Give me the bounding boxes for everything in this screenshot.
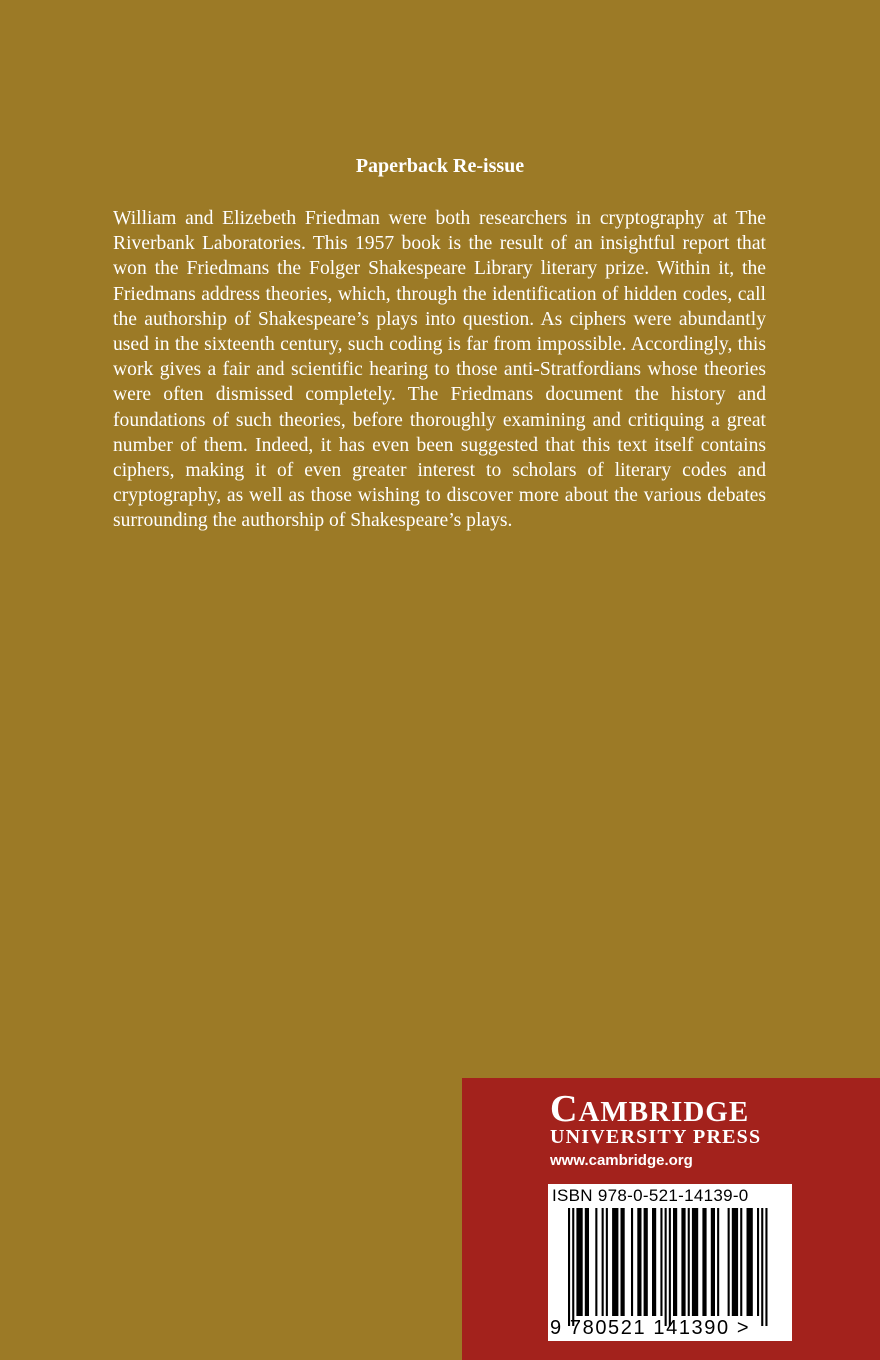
barcode-bar	[652, 1208, 656, 1316]
book-description: William and Elizebeth Friedman were both researchers in cryptography at The Riverbank Laboratories. This 1957 book is the result of an insightful report that won the Friedmans the Folger Shakespeare Library literary prize. Within it, the Friedmans address theories, which, through the identification of hidden codes, call the authorship of Shakespeare’s plays into question. As ciphers were abundantly used in the sixteenth century, such coding is far from impossible. Accordingly, this work gives a fair and scientific hearing to those anti-Stratfordians whose theories were often dismissed completely. The Friedmans document the history and foundations of such theories, before thoroughly examining and critiquing a great number of them. Indeed, it has even been suggested that this text itself contains ciphers, making it of even greater interest to scholars of literary codes and cryptography, as well as those wishing to discover more about the various debates surrounding the authorship of Shakespeare’s plays.	[113, 208, 766, 532]
barcode-bar	[660, 1208, 662, 1316]
barcode-bar	[572, 1208, 574, 1326]
barcode-bar	[669, 1208, 671, 1326]
publisher-panel	[462, 1078, 880, 1360]
barcode-bar	[637, 1208, 641, 1316]
barcode-bar	[740, 1208, 742, 1316]
barcode-bar	[692, 1208, 698, 1316]
barcode-bar	[757, 1208, 759, 1316]
barcode-bar	[665, 1208, 667, 1326]
barcode-bar	[765, 1208, 767, 1326]
publisher-url: www.cambridge.org	[550, 1152, 693, 1169]
isbn-label: ISBN 978-0-521-14139-0	[552, 1186, 749, 1205]
barcode-bar	[732, 1208, 738, 1316]
barcode-bar	[612, 1208, 618, 1316]
barcode-bar	[595, 1208, 597, 1316]
barcode-bar	[568, 1208, 570, 1326]
barcode-bar	[631, 1208, 633, 1316]
barcode-bar	[747, 1208, 753, 1316]
barcode-bar	[761, 1208, 763, 1326]
barcode-bar	[711, 1208, 715, 1316]
barcode-bar	[717, 1208, 719, 1316]
isbn-barcode	[548, 1184, 792, 1341]
barcode-bar	[576, 1208, 582, 1316]
barcode-bar	[681, 1208, 685, 1316]
barcode-bar	[688, 1208, 690, 1316]
logo-initial: C	[550, 1088, 579, 1130]
barcode-bar	[585, 1208, 589, 1316]
barcode-bar	[606, 1208, 608, 1316]
reissue-heading: Paperback Re-issue	[355, 155, 525, 177]
barcode-bar	[702, 1208, 706, 1316]
barcode-bar	[621, 1208, 625, 1316]
barcode-bar	[673, 1208, 677, 1316]
logo-rest: AMBRIDGE	[578, 1096, 750, 1128]
barcode-bar	[644, 1208, 648, 1316]
barcode-digits: 9 780521 141390 >	[550, 1317, 751, 1339]
barcode-bar	[728, 1208, 730, 1316]
barcode-bar	[602, 1208, 604, 1316]
publisher-subname: UNIVERSITY PRESS	[550, 1126, 762, 1148]
